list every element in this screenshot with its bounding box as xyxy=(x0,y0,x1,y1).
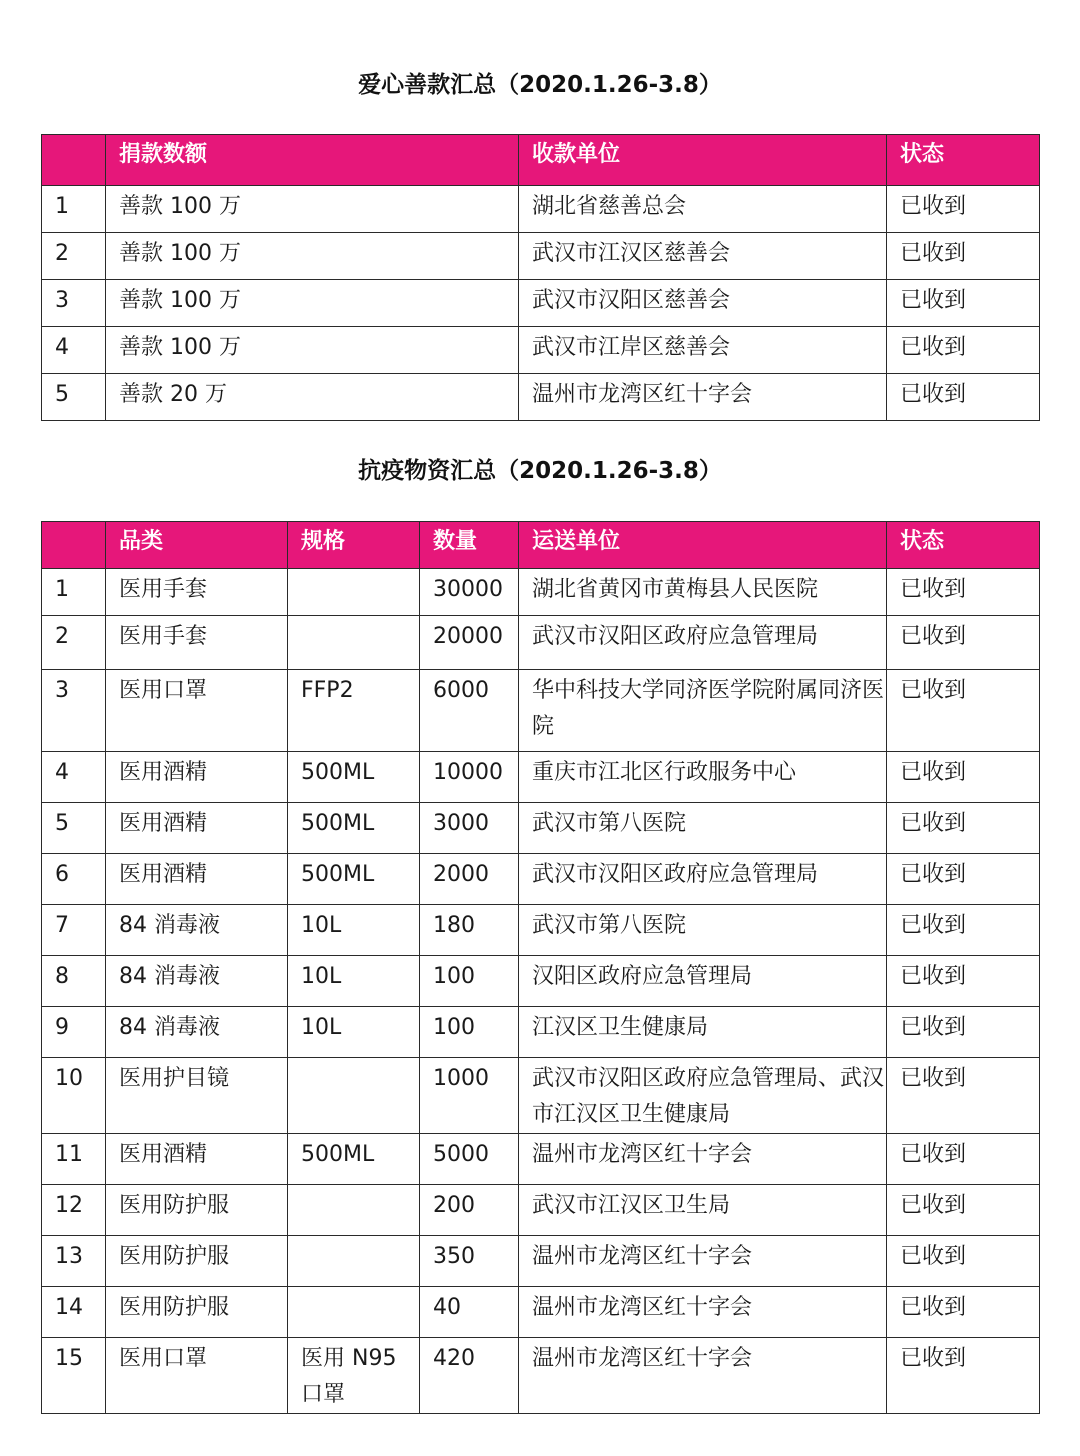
cell-index: 13 xyxy=(42,1236,106,1287)
cell-quantity: 40 xyxy=(420,1287,519,1338)
cell-status: 已收到 xyxy=(887,1185,1040,1236)
header-recipient: 收款单位 xyxy=(519,135,887,186)
cell-spec: FFP2 xyxy=(288,670,420,752)
cell-quantity: 1000 xyxy=(420,1058,519,1134)
cell-category: 医用防护服 xyxy=(106,1236,288,1287)
table-row xyxy=(42,616,1040,670)
cell-recipient: 湖北省慈善总会 xyxy=(519,186,887,233)
header-category: 品类 xyxy=(106,522,288,569)
cell-recipient: 武汉市汉阳区慈善会 xyxy=(519,280,887,327)
cell-index: 4 xyxy=(42,752,106,803)
cell-status: 已收到 xyxy=(887,854,1040,905)
cell-status: 已收到 xyxy=(887,956,1040,1007)
cell-index: 14 xyxy=(42,1287,106,1338)
cell-status: 已收到 xyxy=(887,233,1040,280)
cell-recipient: 温州市龙湾区红十字会 xyxy=(519,1338,887,1414)
cell-spec xyxy=(288,1058,420,1134)
cell-index: 4 xyxy=(42,327,106,374)
cell-index: 2 xyxy=(42,616,106,670)
cell-spec: 500ML xyxy=(288,752,420,803)
cell-quantity: 200 xyxy=(420,1185,519,1236)
cell-index: 8 xyxy=(42,956,106,1007)
cell-category: 84 消毒液 xyxy=(106,956,288,1007)
table-row xyxy=(42,803,1040,854)
cell-category: 医用防护服 xyxy=(106,1287,288,1338)
cell-category: 医用酒精 xyxy=(106,803,288,854)
donations-table xyxy=(41,134,1040,421)
table-row xyxy=(42,1287,1040,1338)
table-row xyxy=(42,670,1040,752)
header-spec: 规格 xyxy=(288,522,420,569)
cell-spec: 500ML xyxy=(288,854,420,905)
cell-recipient: 温州市龙湾区红十字会 xyxy=(519,1134,887,1185)
cell-index: 9 xyxy=(42,1007,106,1058)
table-row xyxy=(42,1338,1040,1414)
cell-quantity: 420 xyxy=(420,1338,519,1414)
cell-spec xyxy=(288,569,420,616)
table-row xyxy=(42,327,1040,374)
cell-status: 已收到 xyxy=(887,616,1040,670)
supplies-title: 抗疫物资汇总（2020.1.26-3.8） xyxy=(358,458,722,484)
cell-status: 已收到 xyxy=(887,1338,1040,1414)
cell-index: 1 xyxy=(42,569,106,616)
donations-body xyxy=(42,186,1040,421)
cell-index: 7 xyxy=(42,905,106,956)
cell-status: 已收到 xyxy=(887,752,1040,803)
table-row xyxy=(42,233,1040,280)
cell-spec: 500ML xyxy=(288,803,420,854)
cell-index: 15 xyxy=(42,1338,106,1414)
cell-spec: 500ML xyxy=(288,1134,420,1185)
cell-index: 5 xyxy=(42,803,106,854)
header-index xyxy=(42,135,106,186)
table-row xyxy=(42,280,1040,327)
cell-recipient: 温州市龙湾区红十字会 xyxy=(519,1236,887,1287)
cell-quantity: 3000 xyxy=(420,803,519,854)
cell-recipient: 温州市龙湾区红十字会 xyxy=(519,1287,887,1338)
cell-spec xyxy=(288,1185,420,1236)
cell-status: 已收到 xyxy=(887,1007,1040,1058)
cell-index: 5 xyxy=(42,374,106,421)
cell-recipient: 湖北省黄冈市黄梅县人民医院 xyxy=(519,569,887,616)
cell-status: 已收到 xyxy=(887,670,1040,752)
cell-quantity: 2000 xyxy=(420,854,519,905)
cell-status: 已收到 xyxy=(887,1058,1040,1134)
cell-recipient: 武汉市汉阳区政府应急管理局、武汉市江汉区卫生健康局 xyxy=(519,1058,887,1134)
cell-spec xyxy=(288,1287,420,1338)
cell-amount: 善款 100 万 xyxy=(106,233,519,280)
supplies-header-row xyxy=(42,522,1040,569)
cell-spec: 10L xyxy=(288,956,420,1007)
cell-category: 84 消毒液 xyxy=(106,1007,288,1058)
cell-quantity: 100 xyxy=(420,1007,519,1058)
cell-index: 3 xyxy=(42,670,106,752)
donations-header-row xyxy=(42,135,1040,186)
cell-category: 医用酒精 xyxy=(106,854,288,905)
cell-category: 医用手套 xyxy=(106,569,288,616)
cell-index: 10 xyxy=(42,1058,106,1134)
cell-quantity: 5000 xyxy=(420,1134,519,1185)
cell-status: 已收到 xyxy=(887,569,1040,616)
table-row xyxy=(42,854,1040,905)
header-index xyxy=(42,522,106,569)
table-row xyxy=(42,752,1040,803)
cell-spec xyxy=(288,1236,420,1287)
cell-amount: 善款 100 万 xyxy=(106,280,519,327)
cell-category: 医用手套 xyxy=(106,616,288,670)
header-amount: 捐款数额 xyxy=(106,135,519,186)
cell-status: 已收到 xyxy=(887,1134,1040,1185)
cell-status: 已收到 xyxy=(887,803,1040,854)
cell-recipient: 武汉市江岸区慈善会 xyxy=(519,327,887,374)
cell-category: 医用防护服 xyxy=(106,1185,288,1236)
cell-recipient: 武汉市第八医院 xyxy=(519,905,887,956)
cell-recipient: 武汉市汉阳区政府应急管理局 xyxy=(519,616,887,670)
table-row xyxy=(42,1236,1040,1287)
cell-status: 已收到 xyxy=(887,186,1040,233)
supplies-table xyxy=(41,521,1040,1414)
cell-status: 已收到 xyxy=(887,1236,1040,1287)
table-row xyxy=(42,956,1040,1007)
header-quantity: 数量 xyxy=(420,522,519,569)
cell-index: 2 xyxy=(42,233,106,280)
table-row xyxy=(42,374,1040,421)
cell-recipient: 重庆市江北区行政服务中心 xyxy=(519,752,887,803)
table-row xyxy=(42,1134,1040,1185)
supplies-body xyxy=(42,569,1040,1414)
cell-index: 12 xyxy=(42,1185,106,1236)
cell-index: 1 xyxy=(42,186,106,233)
table-row xyxy=(42,186,1040,233)
cell-amount: 善款 100 万 xyxy=(106,327,519,374)
cell-quantity: 20000 xyxy=(420,616,519,670)
cell-status: 已收到 xyxy=(887,327,1040,374)
cell-category: 医用口罩 xyxy=(106,1338,288,1414)
cell-category: 医用护目镜 xyxy=(106,1058,288,1134)
cell-quantity: 6000 xyxy=(420,670,519,752)
cell-status: 已收到 xyxy=(887,1287,1040,1338)
cell-category: 医用酒精 xyxy=(106,1134,288,1185)
cell-category: 医用酒精 xyxy=(106,752,288,803)
cell-recipient: 武汉市江汉区慈善会 xyxy=(519,233,887,280)
cell-recipient: 温州市龙湾区红十字会 xyxy=(519,374,887,421)
cell-category: 医用口罩 xyxy=(106,670,288,752)
header-status: 状态 xyxy=(887,135,1040,186)
cell-recipient: 武汉市汉阳区政府应急管理局 xyxy=(519,854,887,905)
cell-recipient: 汉阳区政府应急管理局 xyxy=(519,956,887,1007)
cell-spec: 医用 N95 口罩 xyxy=(288,1338,420,1414)
cell-category: 84 消毒液 xyxy=(106,905,288,956)
table-row xyxy=(42,1185,1040,1236)
cell-recipient: 武汉市江汉区卫生局 xyxy=(519,1185,887,1236)
cell-quantity: 100 xyxy=(420,956,519,1007)
table-row xyxy=(42,1058,1040,1134)
cell-status: 已收到 xyxy=(887,905,1040,956)
cell-status: 已收到 xyxy=(887,280,1040,327)
cell-status: 已收到 xyxy=(887,374,1040,421)
cell-amount: 善款 100 万 xyxy=(106,186,519,233)
cell-quantity: 180 xyxy=(420,905,519,956)
cell-amount: 善款 20 万 xyxy=(106,374,519,421)
header-status: 状态 xyxy=(887,522,1040,569)
cell-quantity: 10000 xyxy=(420,752,519,803)
cell-spec: 10L xyxy=(288,905,420,956)
cell-spec: 10L xyxy=(288,1007,420,1058)
table-row xyxy=(42,905,1040,956)
table-row xyxy=(42,569,1040,616)
cell-quantity: 350 xyxy=(420,1236,519,1287)
donations-title: 爱心善款汇总（2020.1.26-3.8） xyxy=(358,72,722,98)
header-recipient: 运送单位 xyxy=(519,522,887,569)
cell-index: 3 xyxy=(42,280,106,327)
cell-index: 6 xyxy=(42,854,106,905)
cell-recipient: 武汉市第八医院 xyxy=(519,803,887,854)
cell-spec xyxy=(288,616,420,670)
table-row xyxy=(42,1007,1040,1058)
cell-index: 11 xyxy=(42,1134,106,1185)
cell-quantity: 30000 xyxy=(420,569,519,616)
cell-recipient: 江汉区卫生健康局 xyxy=(519,1007,887,1058)
cell-recipient: 华中科技大学同济医学院附属同济医院 xyxy=(519,670,887,752)
